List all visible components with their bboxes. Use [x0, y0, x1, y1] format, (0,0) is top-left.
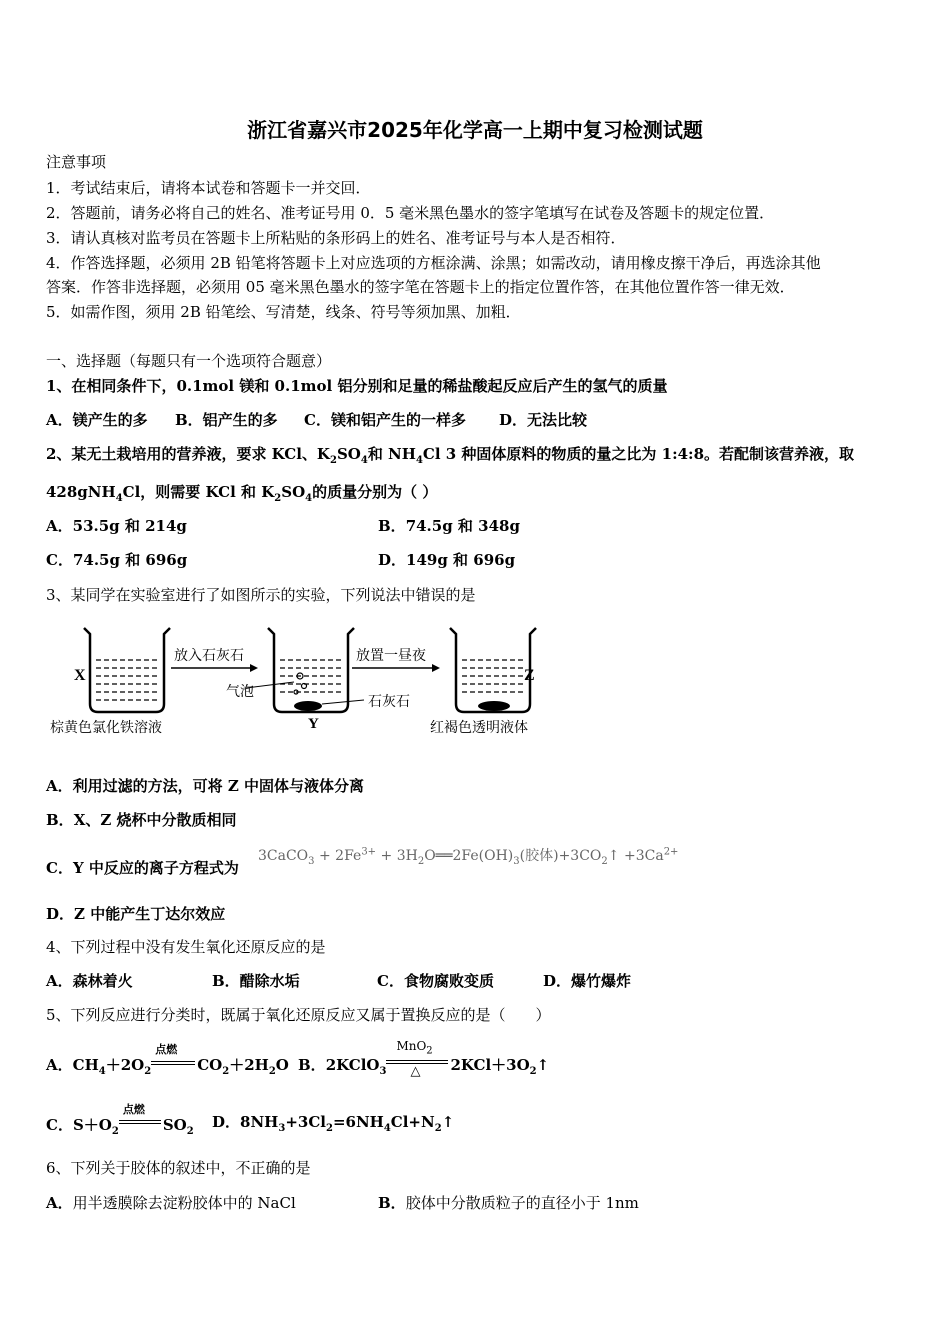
arrow-1-label: 放入石灰石: [174, 648, 244, 664]
q1-option-c: C．镁和铝产生的一样多: [304, 411, 466, 429]
condition-ignite-a: 点燃: [151, 1052, 197, 1070]
q4-option-d: D．爆竹爆炸: [543, 972, 632, 990]
notice-item-2: 2．答题前，请务必将自己的姓名、准考证号用 0．5 毫米黑色墨水的签字笔填写在试卷及答题卡的规定位置．: [46, 204, 775, 222]
q5-option-a: A．$CH_4+2O_2$ 点燃 $CO_2+2H_2O$: [46, 1043, 289, 1077]
experiment-figure: [46, 620, 566, 750]
label-z: Z: [524, 667, 535, 684]
q5-stem: 5、下列反应进行分类时，既属于氧化还原反应又属于置换反应的是（ ）: [46, 1006, 551, 1024]
q6-option-b: B．胶体中分散质粒子的直径小于 1nm: [378, 1194, 639, 1212]
q2-stem-line2: 428gNH$_4$Cl，则需要 KCl 和 $K_2SO_4$的质量分别为（ ）: [46, 483, 438, 504]
notice-item-5: 5．如需作图，须用 2B 铅笔绘、写清楚，线条、符号等须加黑、加粗．: [46, 303, 521, 321]
q2-option-a: A．53.5g 和 214g: [46, 517, 187, 535]
q4-stem: 4、下列过程中没有发生氧化还原反应的是: [46, 938, 326, 956]
sediment-drawing: [478, 701, 510, 711]
left-caption: 棕黄色氯化铁溶液: [50, 720, 162, 736]
q4-option-c: C．食物腐败变质: [377, 972, 494, 990]
limestone-label: 石灰石: [368, 694, 410, 710]
q1-stem: 1、在相同条件下，0.1mol 镁和 0.1mol 铝分别和足量的稀盐酸起反应后产生的氢气的质量: [46, 377, 668, 395]
q6-stem: 6、下列关于胶体的叙述中，不正确的是: [46, 1159, 311, 1177]
catalyst-label: MnO$_2$: [396, 1039, 433, 1057]
q2-option-b: B．74.5g 和 348g: [378, 517, 520, 535]
limestone-drawing: [294, 701, 322, 711]
arrow-2-label: 放置一昼夜: [356, 648, 426, 664]
q1-option-b: B．铝产生的多: [175, 411, 278, 429]
beaker-y: [268, 628, 354, 712]
arrow-2-head: [432, 664, 440, 672]
q3-option-a: A．利用过滤的方法，可将 Z 中固体与液体分离: [46, 777, 365, 795]
heat-symbol: △: [410, 1064, 421, 1079]
q5-option-b: B．2KClO$_3$ MnO$_2$ △ $2KCl+3O_2↑$: [298, 1052, 549, 1075]
q3-stem: 3、某同学在实验室进行了如图所示的实验，下列说法中错误的是: [46, 586, 476, 604]
page-title: 浙江省嘉兴市2025年化学高一上期中复习检测试题: [247, 118, 703, 142]
q3-option-c: C．Y 中反应的离子方程式为: [46, 859, 239, 877]
q6-option-a: A．用半透膜除去淀粉胶体中的 NaCl: [46, 1194, 296, 1212]
q4-option-a: A．森林着火: [46, 972, 133, 990]
bubble-label: 气泡: [226, 684, 254, 700]
label-x: X: [74, 667, 86, 684]
label-y: Y: [308, 716, 319, 732]
condition-ignite-c: 点燃: [119, 1112, 163, 1130]
section-heading: 一、选择题（每题只有一个选项符合题意）: [46, 352, 332, 370]
q3-option-b: B．X、Z 烧杯中分散质相同: [46, 811, 237, 829]
notice-heading: 注意事项: [46, 153, 107, 171]
ionic-equation: 3CaCO$_3$ + $2Fe^{3+}$ + $3H_2O══2Fe(OH)_3$(胶体)$+3CO_2↑ +3Ca^{2+}$: [258, 846, 679, 867]
q1-option-d: D．无法比较: [499, 411, 588, 429]
notice-item-3: 3．请认真核对监考员在答题卡上所粘贴的条形码上的姓名、准考证号与本人是否相符．: [46, 229, 626, 247]
limestone-pointer: [322, 700, 364, 704]
q1-option-a: A．镁产生的多: [46, 411, 148, 429]
q2-stem-line1: 2、某无土栽培用的营养液，要求 KCl、$K_2SO_4$和 $NH_4Cl$ 3 种固体原料的物质的量之比为 1:4:8。若配制该营养液，取: [46, 445, 855, 466]
q4-option-b: B．醋除水垢: [212, 972, 300, 990]
arrow-1-head: [250, 664, 258, 672]
q5-option-d: D．$8NH_3+3Cl_2=6NH_4Cl+N_2↑$: [212, 1113, 455, 1134]
notice-item-1: 1．考试结束后，请将本试卷和答题卡一并交回．: [46, 179, 371, 197]
condition-catalyst-b: [386, 1039, 450, 1079]
notice-item-4-cont: 答案．作答非选择题，必须用 05 毫米黑色墨水的签字笔在答题卡上的指定位置作答，在其他位置作答一律无效．: [46, 278, 795, 296]
q2-option-c: C．74.5g 和 696g: [46, 551, 188, 569]
q5-option-c: C．$S+O_2$ 点燃 $SO_2$: [46, 1103, 194, 1137]
q3-option-d: D．Z 中能产生丁达尔效应: [46, 905, 226, 923]
notice-item-4: 4．作答选择题，必须用 2B 铅笔将答题卡上对应选项的方框涂满、涂黑；如需改动，请用橡皮擦干净后，再选涂其他: [46, 254, 821, 272]
q2-option-d: D．149g 和 696g: [378, 551, 516, 569]
right-caption: 红褐色透明液体: [430, 720, 528, 736]
